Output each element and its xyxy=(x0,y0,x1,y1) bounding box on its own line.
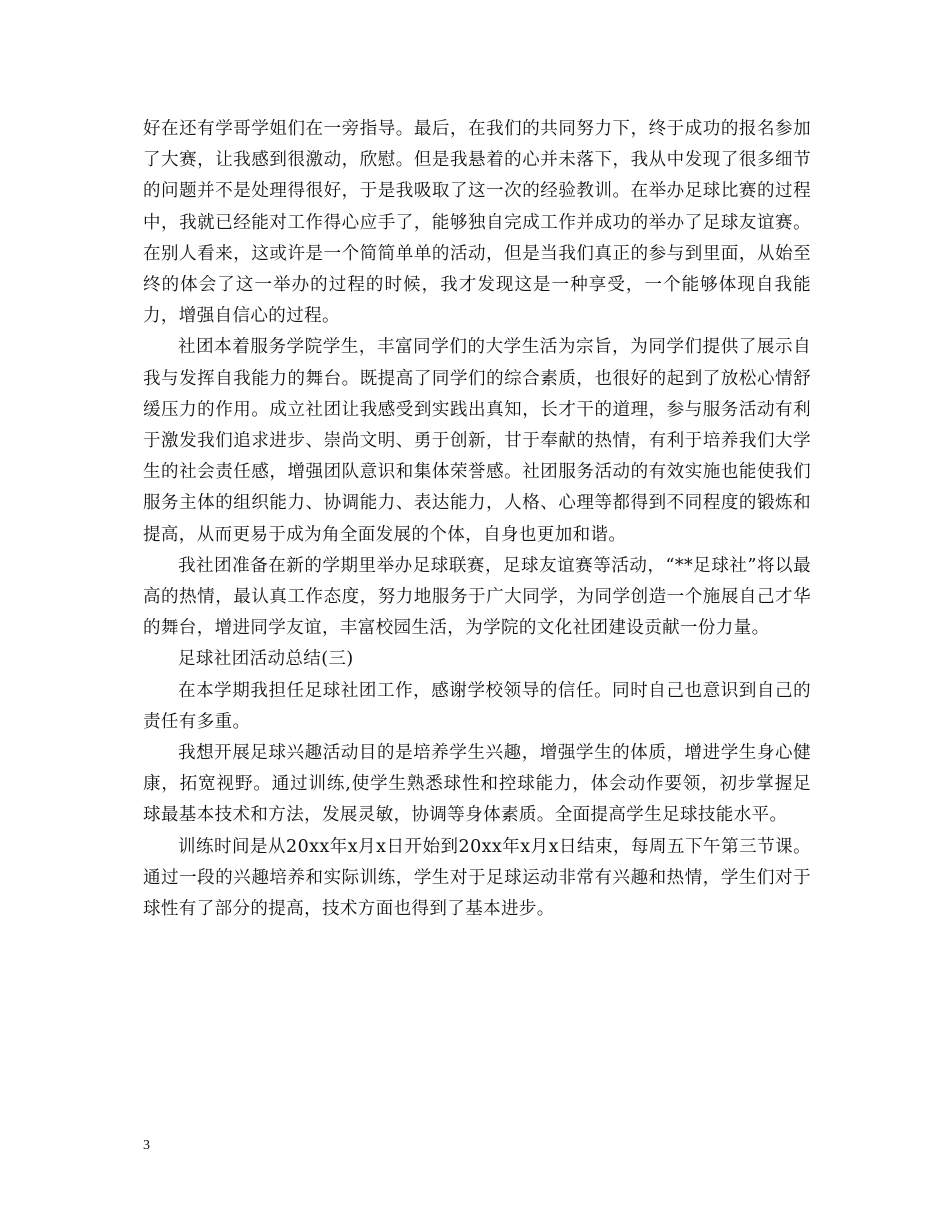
paragraph-responsibility: 在本学期我担任足球社团工作，感谢学校领导的信任。同时自己也意识到自己的责任有多重。 xyxy=(143,680,811,732)
document-body xyxy=(143,114,811,925)
paragraph-club-purpose: 社团本着服务学院学生，丰富同学们的大学生活为宗旨，为同学们提供了展示自我与发挥自我能力的舞台。既提高了同学们的综合素质，也很好的起到了放松心情舒缓压力的作用。成立社团让我感受到实践出真知，长才干的道理，参与服务活动有利于激发我们追求进步、崇尚文明、勇于创新，甘于奉献的热情，有利于培养我们大学生的社会责任感，增强团队意识和集体荣誉感。社团服务活动的有效实施也能使我们服务主体的组织能力、协调能力、表达能力，人格、心理等都得到不同程度的锻炼和提高，从而更易于成为角全面发展的个体，自身也更加和谐。 xyxy=(143,337,811,545)
paragraph-activity-goals: 我想开展足球兴趣活动目的是培养学生兴趣，增强学生的体质，增进学生身心健康，拓宽视野。通过训练,使学生熟悉球性和控球能力，体会动作要领，初步掌握足球最基本技术和方法，发展灵敏，协调等身体素质。全面提高学生足球技能水平。 xyxy=(143,743,811,826)
paragraph-club-plans: 我社团准备在新的学期里举办足球联赛，足球友谊赛等活动，“**足球社”将以最高的热情，最认真工作态度，努力地服务于广大同学，为同学创造一个施展自己才华的舞台，增进同学友谊，丰富校园生活，为学院的文化社团建设贡献一份力量。 xyxy=(143,555,811,639)
section-heading: 足球社团活动总结(三) xyxy=(178,649,354,670)
page-number: 3 xyxy=(143,1138,150,1153)
paragraph-continuation: 好在还有学哥学姐们在一旁指导。最后，在我们的共同努力下，终于成功的报名参加了大赛，让我感到很激动，欣慰。但是我悬着的心并未落下，我从中发现了很多细节的问题并不是处理得很好，于是我吸取了这一次的经验教训。在举办足球比赛的过程中，我就已经能对工作得心应手了，能够独自完成工作并成功的举办了足球友谊赛。在别人看来，这或许是一个简简单单的活动，但是当我们真正的参与到里面，从始至终的体会了这一举办的过程的时候，我才发现这是一种享受，一个能够体现自我能力，增强自信心的过程。 xyxy=(143,119,811,327)
paragraph-training-time: 训练时间是从20xx年x月x日开始到20xx年x月x日结束，每周五下午第三节课。通过一段的兴趣培养和实际训练，学生对于足球运动非常有兴趣和热情，学生们对于球性有了部分的提高，技术方面也得到了基本进步。 xyxy=(143,836,811,920)
